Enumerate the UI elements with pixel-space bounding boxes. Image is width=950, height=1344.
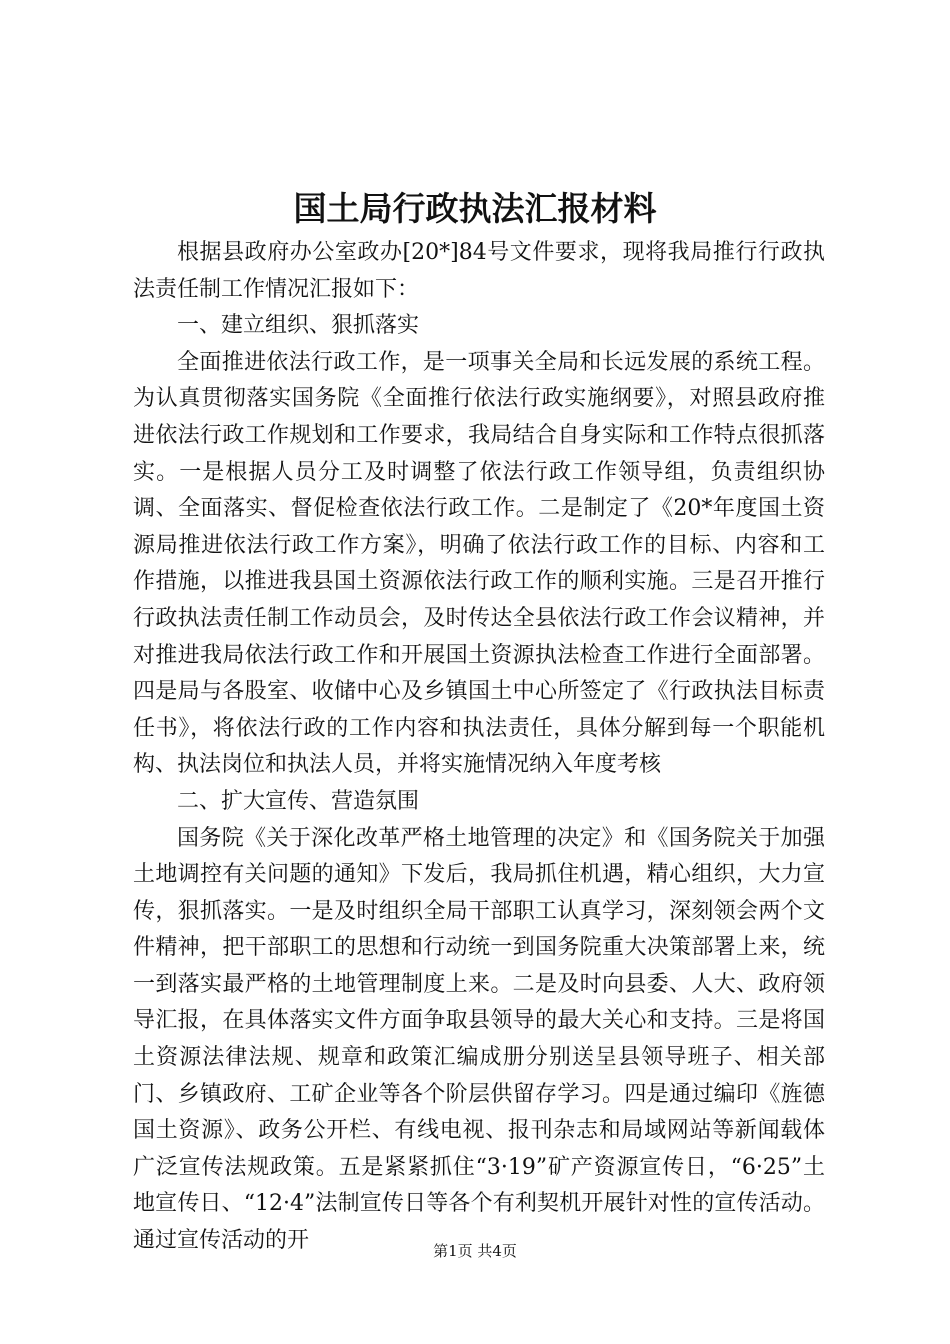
section-2-paragraph: 国务院《关于深化改革严格土地管理的决定》和《国务院关于加强土地调控有关问题的通知》下发后，我局抓住机遇，精心组织，大力宣传，狠抓落实。一是及时组织全局干部职工认真学习，深刻领会两个文件精神，把干部职工的思想和行动统一到国务院重大决策部署上来，统一到落实最严格的土地管理制度上来。二是及时向县委、人大、政府领导汇报，在具体落实文件方面争取县领导的最大关心和支持。三是将国土资源法律法规、规章和政策汇编成册分别送呈县领导班子、相关部门、乡镇政府、工矿企业等各个阶层供留存学习。四是通过编印《旌德国土资源》、政务公开栏、有线电视、报刊杂志和局域网站等新闻载体广泛宣传法规政策。五是紧紧抓住“3·19”矿产资源宣传日，“6·25”土地宣传日、“12·4”法制宣传日等各个有利契机开展针对性的宣传活动。通过宣传活动的开 [133,825,825,1254]
intro-paragraph: 根据县政府办公室政办[20*]84号文件要求，现将我局推行行政执法责任制工作情况汇报如下： [133,240,825,302]
section-1-paragraph: 全面推进依法行政工作，是一项事关全局和长远发展的系统工程。为认真贯彻落实国务院《全面推行依法行政实施纲要》，对照县政府推进依法行政工作规划和工作要求，我局结合自身实际和工作特点很抓落实。一是根据人员分工及时调整了依法行政工作领导组，负责组织协调、全面落实、督促检查依法行政工作。二是制定了《20*年度国土资源局推进依法行政工作方案》，明确了依法行政工作的目标、内容和工作措施，以推进我县国土资源依法行政工作的顺利实施。三是召开推行行政执法责任制工作动员会，及时传达全县依法行政工作会议精神，并对推进我局依法行政工作和开展国土资源执法检查工作进行全面部署。四是局与各股室、收储中心及乡镇国土中心所签定了《行政执法目标责任书》，将依法行政的工作内容和执法责任，具体分解到每一个职能机构、执法岗位和执法人员，并将实施情况纳入年度考核 [133,349,825,778]
page-number-footer: 第1页 共4页 [433,1242,517,1260]
document-title: 国土局行政执法汇报材料 [293,189,657,228]
document-body [133,235,825,1260]
section-heading-2: 二、扩大宣传、营造氛围 [177,788,420,814]
section-heading-1: 一、建立组织、狠抓落实 [177,313,420,339]
